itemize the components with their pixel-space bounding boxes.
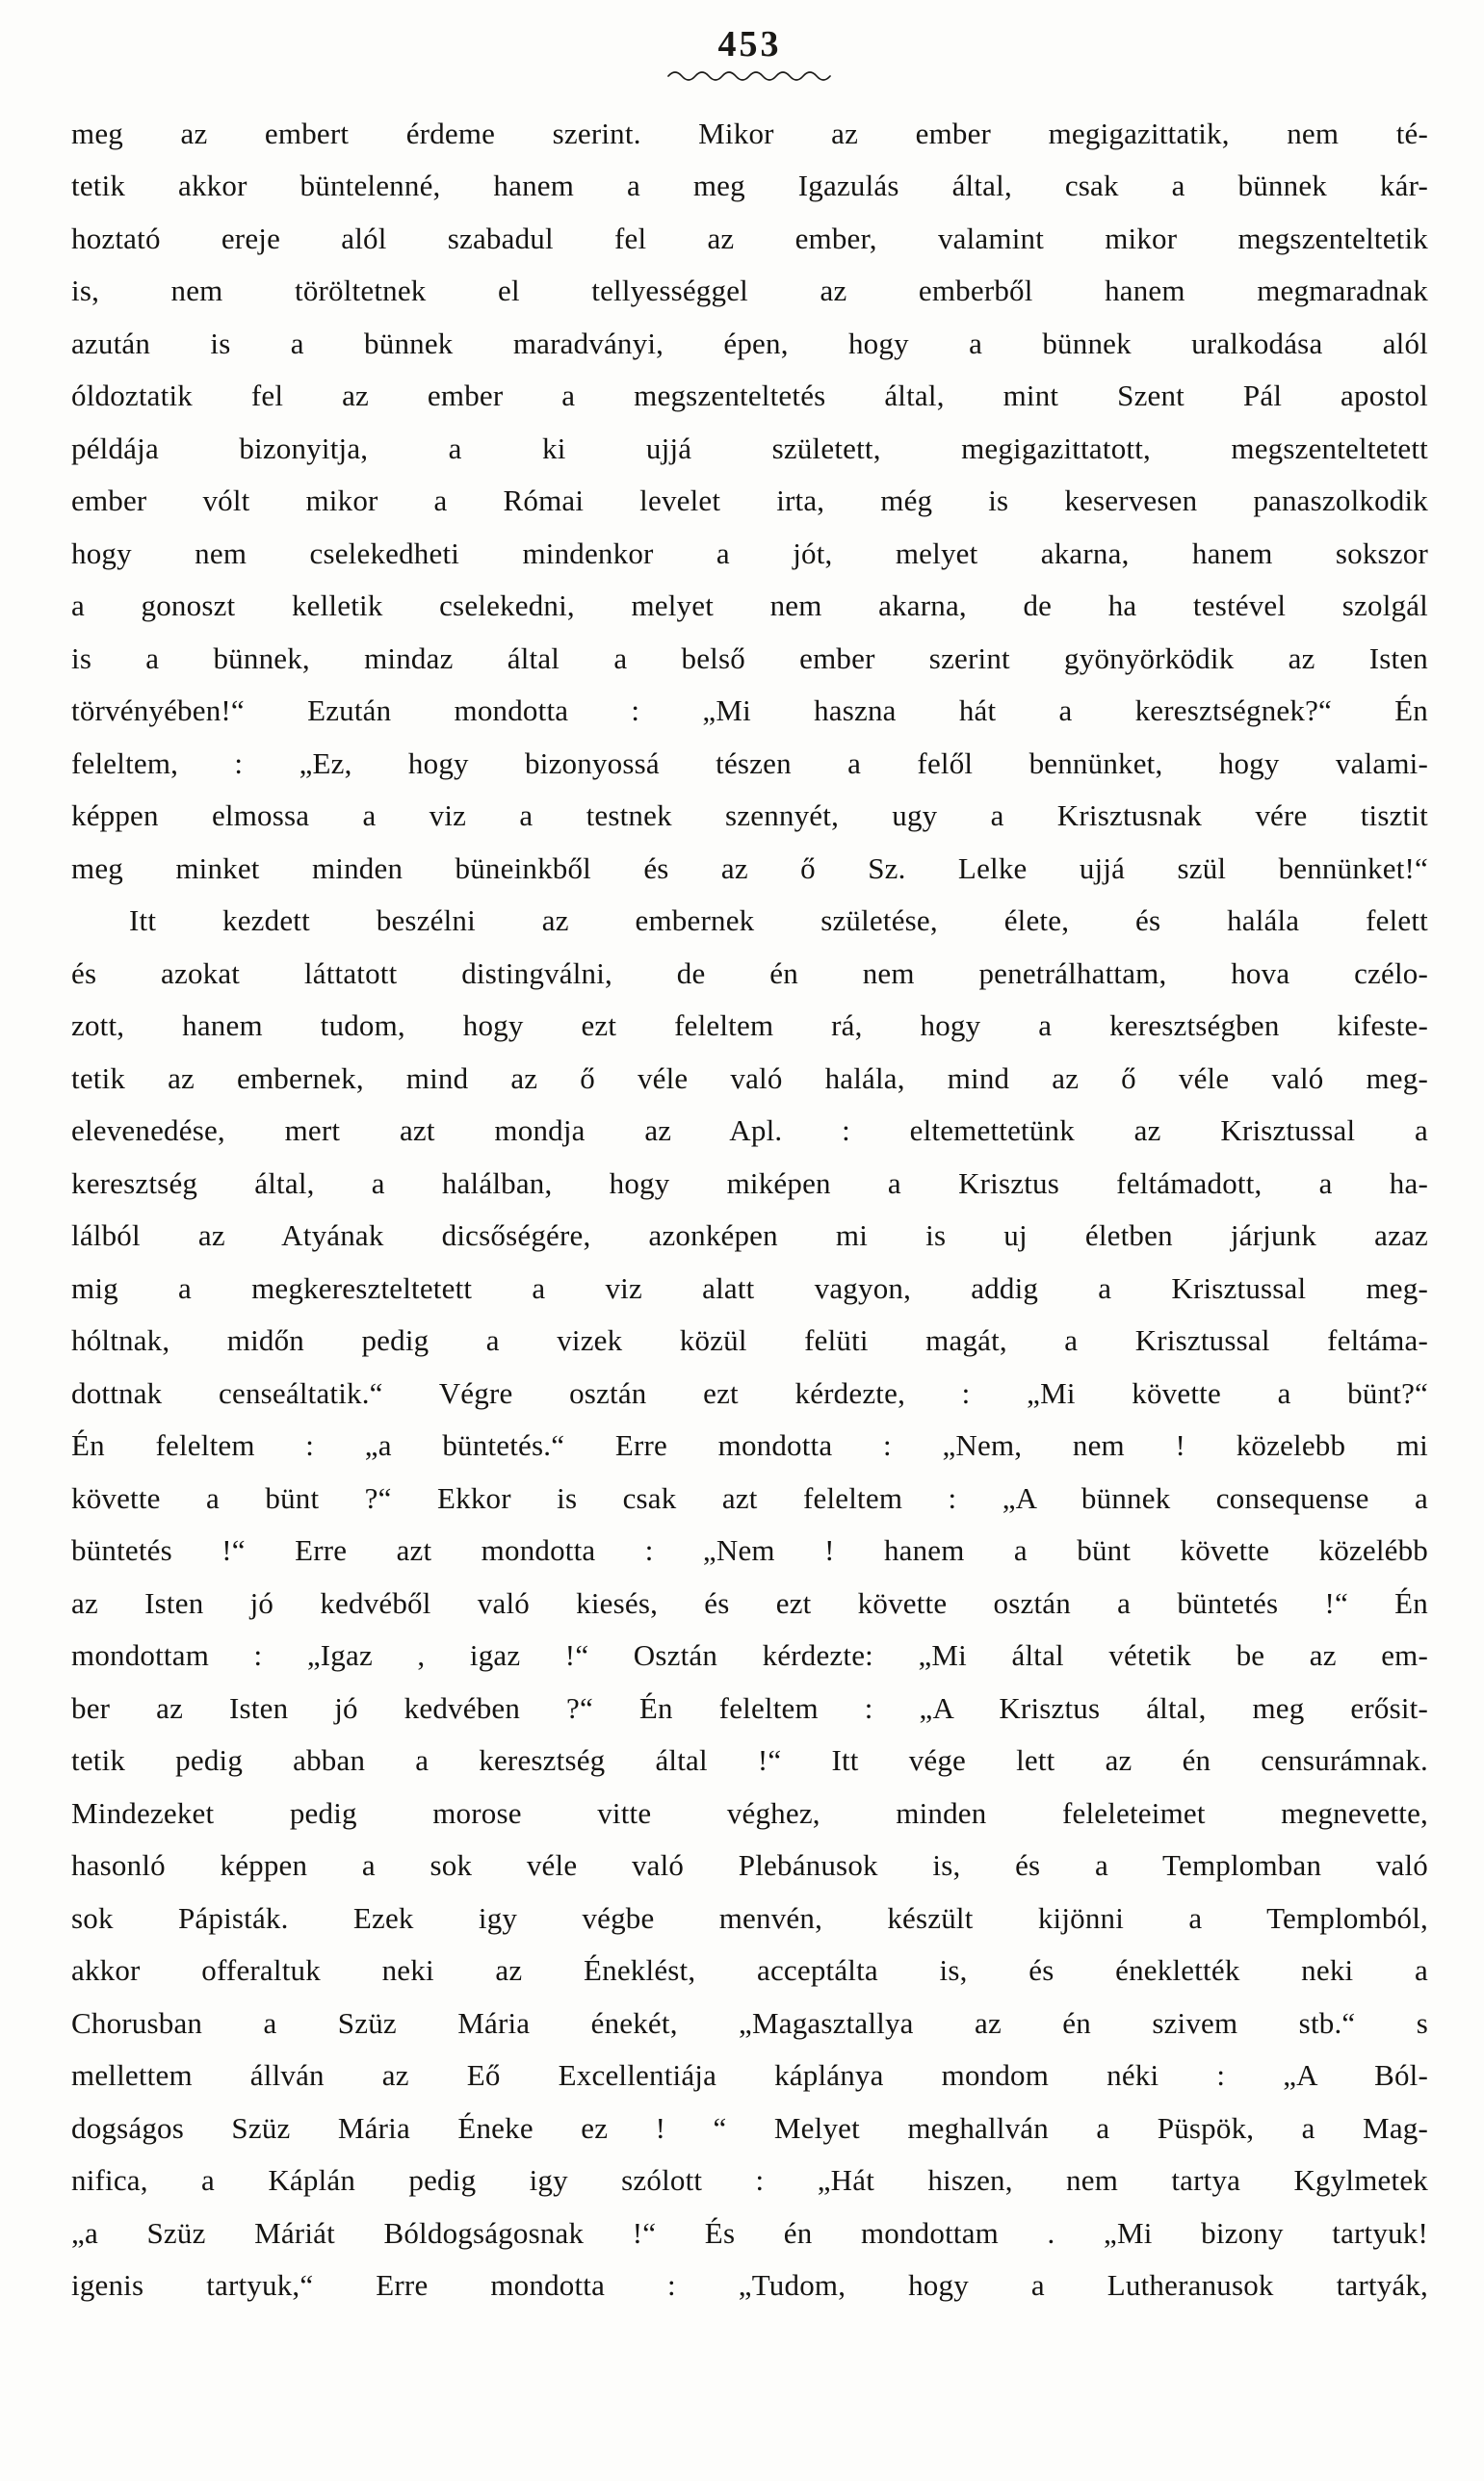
text-line: keresztség által, a halálban, hogy miképen a Krisztus feltámadott, a ha-	[71, 1165, 1428, 1200]
text-line: zott, hanem tudom, hogy ezt feleltem rá, hogy a keresztségben kifeste-	[71, 1008, 1428, 1043]
text-line: hoztató ereje alól szabadul fel az ember, valamint mikor megszenteltetik	[71, 221, 1428, 255]
text-line: dogságos Szüz Mária Éneke ez ! “ Melyet meghallván a Püspök, a Mag-	[71, 2110, 1428, 2145]
text-line: Én feleltem : „a büntetés.“ Erre mondotta : „Nem, nem ! közelebb mi	[71, 1428, 1428, 1463]
text-line: mig a megkereszteltetett a viz alatt vagyon, addig a Krisztussal meg-	[71, 1270, 1428, 1305]
text-line: tetik pedig abban a keresztség által !“ Itt vége lett az én censurámnak.	[71, 1743, 1428, 1778]
text-line: dottnak censeáltatik.“ Végre osztán ezt kérdezte, : „Mi követte a bünt?“	[71, 1375, 1428, 1410]
page-header	[71, 25, 1428, 83]
text-line: feleltem, : „Ez, hogy bizonyossá tészen a felől bennünket, hogy valami-	[71, 745, 1428, 780]
text-line: Itt kezdett beszélni az embernek születése, élete, és halála felett	[129, 903, 1428, 938]
text-line: is, nem töröltetnek el tellyességgel az emberből hanem megmaradnak	[71, 274, 1428, 308]
text-line: mellettem állván az Eő Excellentiája káplánya mondom néki : „A Ból-	[71, 2058, 1428, 2093]
text-line: Chorusban a Szüz Mária énekét, „Magasztallya az én szivem stb.“ s	[71, 2005, 1428, 2040]
text-line: akkor offeraltuk neki az Éneklést, acceptálta is, és éneklették neki a	[71, 1953, 1428, 1988]
page-text	[71, 108, 1428, 2312]
text-line: óldoztatik fel az ember a megszenteltetés által, mint Szent Pál apostol	[71, 379, 1428, 413]
text-line: igenis tartyuk,“ Erre mondotta : „Tudom, hogy a Lutheranusok tartyák,	[71, 2268, 1428, 2303]
text-line: tetik az embernek, mind az ő véle való halála, mind az ő véle való meg-	[71, 1060, 1428, 1095]
text-line: képpen elmossa a viz a testnek szennyét, ugy a Krisztusnak vére tisztit	[71, 798, 1428, 833]
text-line: Mindezeket pedig morose vitte véghez, minden feleleteimet megnevette,	[71, 1795, 1428, 1830]
text-line: törvényében!“ Ezután mondotta : „Mi haszna hát a keresztségnek?“ Én	[71, 693, 1428, 728]
text-line: meg minket minden büneinkből és az ő Sz. Lelke ujjá szül bennünket!“	[71, 850, 1428, 885]
text-line: is a bünnek, mindaz által a belső ember szerint gyönyörködik az Isten	[71, 640, 1428, 675]
text-line: hóltnak, midőn pedig a vizek közül felüti magát, a Krisztussal feltáma-	[71, 1323, 1428, 1358]
text-line: az Isten jó kedvéből való kiesés, és ezt követte osztán a büntetés !“ Én	[71, 1585, 1428, 1620]
text-line: „a Szüz Máriát Bóldogságosnak !“ És én mondottam . „Mi bizony tartyuk!	[71, 2215, 1428, 2250]
text-line: lálból az Atyának dicsőségére, azonképen mi is uj életben járjunk azaz	[71, 1218, 1428, 1253]
text-line: büntetés !“ Erre azt mondotta : „Nem ! hanem a bünt követte közelébb	[71, 1533, 1428, 1568]
text-line: elevenedése, mert azt mondja az Apl. : eltemettetünk az Krisztussal a	[71, 1113, 1428, 1148]
text-line: tetik akkor büntelenné, hanem a meg Igazulás által, csak a bünnek kár-	[71, 169, 1428, 203]
text-line: sok Pápisták. Ezek igy végbe menvén, készült kijönni a Templomból,	[71, 1900, 1428, 1935]
text-line: követte a bünt ?“ Ekkor is csak azt feleltem : „A bünnek consequense a	[71, 1480, 1428, 1515]
text-line: hasonló képpen a sok véle való Plebánusok is, és a Templomban való	[71, 1848, 1428, 1883]
text-line: mondottam : „Igaz , igaz !“ Osztán kérdezte: „Mi által vétetik be az em-	[71, 1638, 1428, 1673]
text-line: hogy nem cselekedheti mindenkor a jót, melyet akarna, hanem sokszor	[71, 535, 1428, 570]
text-line: ember vólt mikor a Római levelet irta, még is keservesen panaszolkodik	[71, 483, 1428, 518]
text-line: és azokat láttatott distingválni, de én nem penetrálhattam, hova czélo-	[71, 955, 1428, 990]
text-line: ber az Isten jó kedvében ?“ Én feleltem : „A Krisztus által, meg erősit-	[71, 1690, 1428, 1725]
text-line: a gonoszt kelletik cselekedni, melyet nem akarna, de ha testével szolgál	[71, 588, 1428, 623]
text-line: nifica, a Káplán pedig igy szólott : „Hát hiszen, nem tartya Kgylmetek	[71, 2163, 1428, 2198]
text-line: azután is a bünnek maradványi, épen, hogy a bünnek uralkodása alól	[71, 326, 1428, 360]
text-line: meg az embert érdeme szerint. Mikor az ember megigazittatik, nem té-	[71, 116, 1428, 150]
page-number: 453	[717, 24, 782, 65]
squiggle-ornament-icon	[71, 67, 1428, 83]
text-line: példája bizonyitja, a ki ujjá született, megigazittatott, megszenteltetett	[71, 431, 1428, 465]
